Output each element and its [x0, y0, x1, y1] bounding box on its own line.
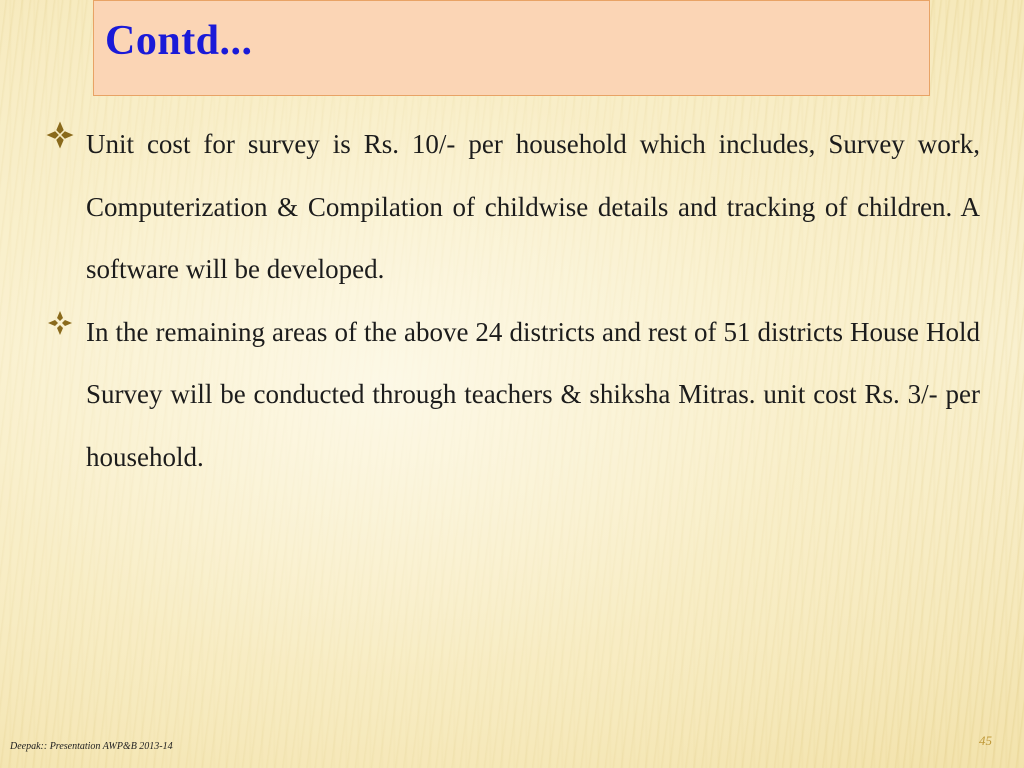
bullet-list: [46, 113, 980, 488]
diamond-fleuron-icon: [46, 309, 74, 337]
bullet-text: Unit cost for survey is Rs. 10/- per household which includes, Survey work, Computerization & Compilation of childwise details and tracking of children. A software will be developed.: [86, 129, 980, 284]
page-number: 45: [979, 733, 992, 748]
bullet-text: In the remaining areas of the above 24 districts and rest of 51 districts House Hold Survey will be conducted through teachers & shiksha Mitras. unit cost Rs. 3/- per household.: [86, 316, 980, 472]
diamond-fleuron-icon: [46, 121, 74, 149]
footer-text: Deepak:: Presentation AWP&B 2013-14: [10, 741, 173, 752]
slide-title: Contd...: [105, 18, 253, 64]
bullet-item: [46, 113, 980, 301]
title-banner: [93, 0, 930, 96]
bullet-item: [46, 301, 980, 489]
